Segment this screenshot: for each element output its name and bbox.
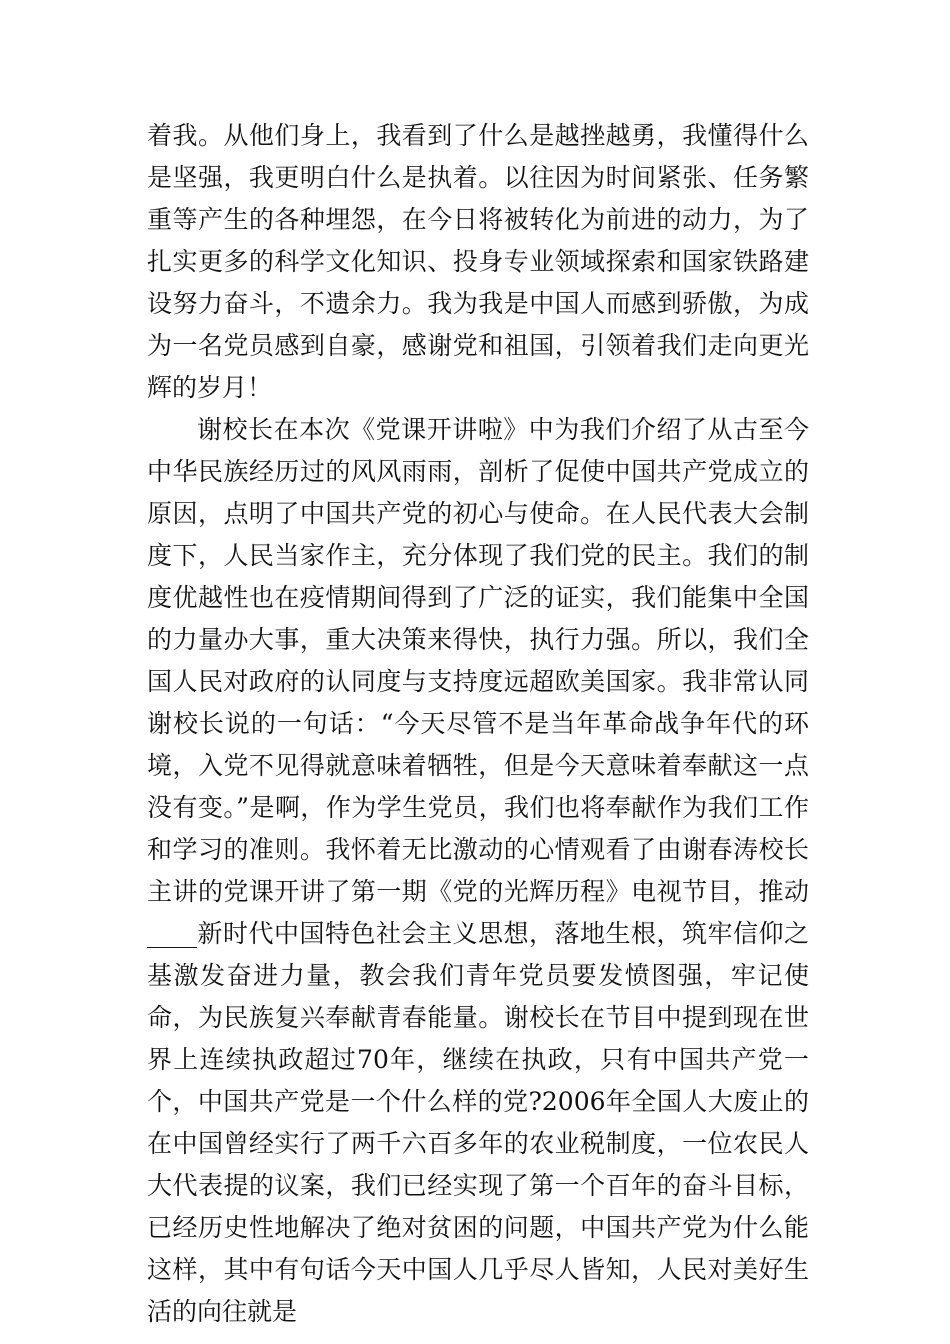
body-text bbox=[147, 115, 809, 1333]
paragraph-party-lecture: 谢校长在本次《党课开讲啦》中为我们介绍了从古至今中华民族经历过的风风雨雨，剖析了促使中国共产党成立的原因，点明了中国共产党的初心与使命。在人民代表大会制度下，人民当家作主，充分体现了我们党的民主。我们的制度优越性也在疫情期间得到了广泛的证实，我们能集中全国的力量办大事，重大决策来得快，执行力强。所以，我们全国人民对政府的认同度与支持度远超欧美国家。我非常认同谢校长说的一句话：“今天尽管不是当年革命战争年代的环境，入党不见得就意味着牺牲，但是今天意味着奉献这一点没有变。”是啊，作为学生党员，我们也将奉献作为我们工作和学习的准则。我怀着无比激动的心情观看了由谢春涛校长主讲的党课开讲了第一期《党的光辉历程》电视节目，推动____新时代中国特色社会主义思想，落地生根，筑牢信仰之基激发奋进力量，教会我们青年党员要发愤图强，牢记使命，为民族复兴奉献青春能量。谢校长在节目中提到现在世界上连续执政超过70年，继续在执政，只有中国共产党一个，中国共产党是一个什么样的党?2006年全国人大废止的在中国曾经实行了两千六百多年的农业税制度，一位农民人大代表提的议案，我们已经实现了第一个百年的奋斗目标，已经历史性地解决了绝对贫困的问题，中国共产党为什么能这样，其中有句话今天中国人几乎尽人皆知，人民对美好生活的向往就是 bbox=[147, 415, 809, 1326]
paragraph-continuation: 着我。从他们身上，我看到了什么是越挫越勇，我懂得什么是坚强，我更明白什么是执着。以往因为时间紧张、任务繁重等产生的各种埋怨，在今日将被转化为前进的动力，为了扎实更多的科学文化知识、投身专业领域探索和国家铁路建设努力奋斗，不遗余力。我为我是中国人而感到骄傲，为成为一名党员感到自豪，感谢党和祖国，引领着我们走向更光辉的岁月！ bbox=[147, 121, 809, 402]
